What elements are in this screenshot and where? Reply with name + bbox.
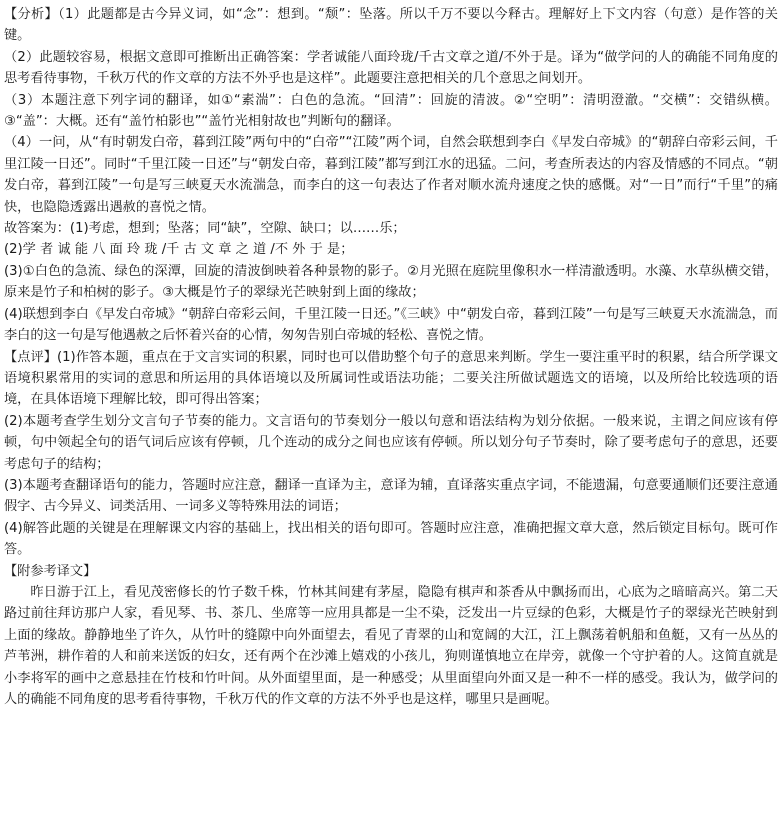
analysis-paragraph-3: （3）本题注意下列字词的翻译，如①“素湍”：白色的急流。“回清”：回旋的清波。②“空明”：清明澄澈。“交横”：交错纵横。③“盖”：大概。还有“盖竹柏影也”“盖竹光相射故也”判断句的翻译。 — [4, 92, 778, 130]
comment-paragraph-2: (2)本题考查学生划分文言句子节奏的能力。文言语句的节奏划分一般以句意和语法结构为划分依据。一般来说，主谓之间应该有停顿，句中领起全句的语气词后应该有停顿，几个连动的成分之间也应该有停顿。所以划分句子节奏时，除了要考虑句子的意思，还要考虑句子的结构； — [4, 413, 778, 472]
comment-paragraph-1: 【点评】(1)作答本题，重点在于文言实词的积累，同时也可以借助整个句子的意思来判断。学生一要注重平时的积累，结合所学课文语境积累常用的实词的意思和所运用的具体语境以及所属词性或语法功能；二要关注所做试题选文的语境，以及所给比较选项的语境，在具体语境下理解比较，即可得出答案； — [4, 349, 778, 408]
analysis-paragraph-2: （2）此题较容易，根据文意即可推断出正确答案：学者诚能八面玲珑/千古文章之道/不外于是。译为“做学问的人的确能不同角度的思考看待事物，千秋万代的作文章的方法不外乎也是这样”。此题要注意把相关的几个意思之间划开。 — [4, 49, 778, 87]
translation-body: 昨日游于江上，看见茂密修长的竹子数千株，竹林其间建有茅屋，隐隐有棋声和茶香从中飘扬而出，心底为之暗暗高兴。第二天路过前往拜访那户人家，看见琴、书、茶几、坐席等一应用具都是一尘不染，泛发出一片豆绿的色彩，大概是竹子的翠绿光芒映射到上面的缘故。静静地坐了许久，从竹叶的缝隙中向外面望去，看见了青翠的山和宽阔的大江，江上飘荡着帆船和鱼艇，又有一丛丛的芦苇洲，耕作着的人和前来送饭的妇女，还有两个在沙滩上嬉戏的小孩儿，狗则谨慎地立在岸旁，就像一个守护着的人。这简直就是小李将军的画中之意悬挂在竹枝和竹叶间。从外面望里面，是一种感受；从里面望向外面又是一种不一样的感受。我认为，做学问的人的确能不同角度的思考看待事物，千秋万代的作文章的方法不外乎也是这样，哪里只是画呢。 — [4, 584, 778, 707]
comment-paragraph-4: (4)解答此题的关键是在理解课文内容的基础上，找出相关的语句即可。答题时应注意，准确把握文章大意，然后锁定目标句。既可作答。 — [4, 520, 778, 558]
answer-3: (3)①白色的急流、绿色的深潭，回旋的清波倒映着各种景物的影子。②月光照在庭院里像积水一样清澈透明。水藻、水草纵横交错，原来是竹子和柏树的影子。③大概是竹子的翠绿光芒映射到上面的缘故； — [4, 263, 778, 301]
analysis-paragraph-4: （4）一问，从“有时朝发白帝，暮到江陵”两句中的“白帝”“江陵”两个词，自然会联想到李白《早发白帝城》的“朝辞白帝彩云间，千里江陵一日还”。同时“千里江陵一日还”与“朝发白帝，暮到江陵”都写到江水的迅猛。二问，考查所表达的内容及情感的不同点。“朝发白帝，暮到江陵”一句是写三峡夏天水流湍急，而李白的这一句表达了作者对顺水流舟速度之快的感慨。对“一日”而行“千里”的痛快，也隐隐透露出遇赦的喜悦之情。 — [4, 135, 778, 215]
answer-4: (4)联想到李白《早发白帝城》“朝辞白帝彩云间，千里江陵一日还。”《三峡》中“朝发白帝，暮到江陵”一句是写三峡夏天水流湍急，而李白的这一句是写他遇赦之后怀着兴奋的心情，匆匆告别白帝城的轻松、喜悦之情。 — [4, 306, 778, 344]
answer-heading: 故答案为：(1)考虑，想到；坠落；同“缺”，空隙、缺口；以……乐； — [4, 221, 406, 237]
comment-paragraph-3: (3)本题考查翻译语句的能力，答题时应注意，翻译一直译为主，意译为辅，直译落实重点字词，不能遗漏，句意要通顺们还要注意通假字、古今异义、词类活用、一词多义等特殊用法的词语； — [4, 477, 778, 515]
translation-heading: 【附参考译文】 — [4, 563, 97, 579]
analysis-paragraph-1: 【分析】（1）此题都是古今异义词，如“念”：想到。“颓”：坠落。所以千万不要以今释古。理解好上下文内容（句意）是作答的关键。 — [4, 7, 778, 44]
answer-2: (2)学 者 诚 能 八 面 玲 珑 /千 古 文 章 之 道 /不 外 于 是； — [4, 242, 354, 258]
